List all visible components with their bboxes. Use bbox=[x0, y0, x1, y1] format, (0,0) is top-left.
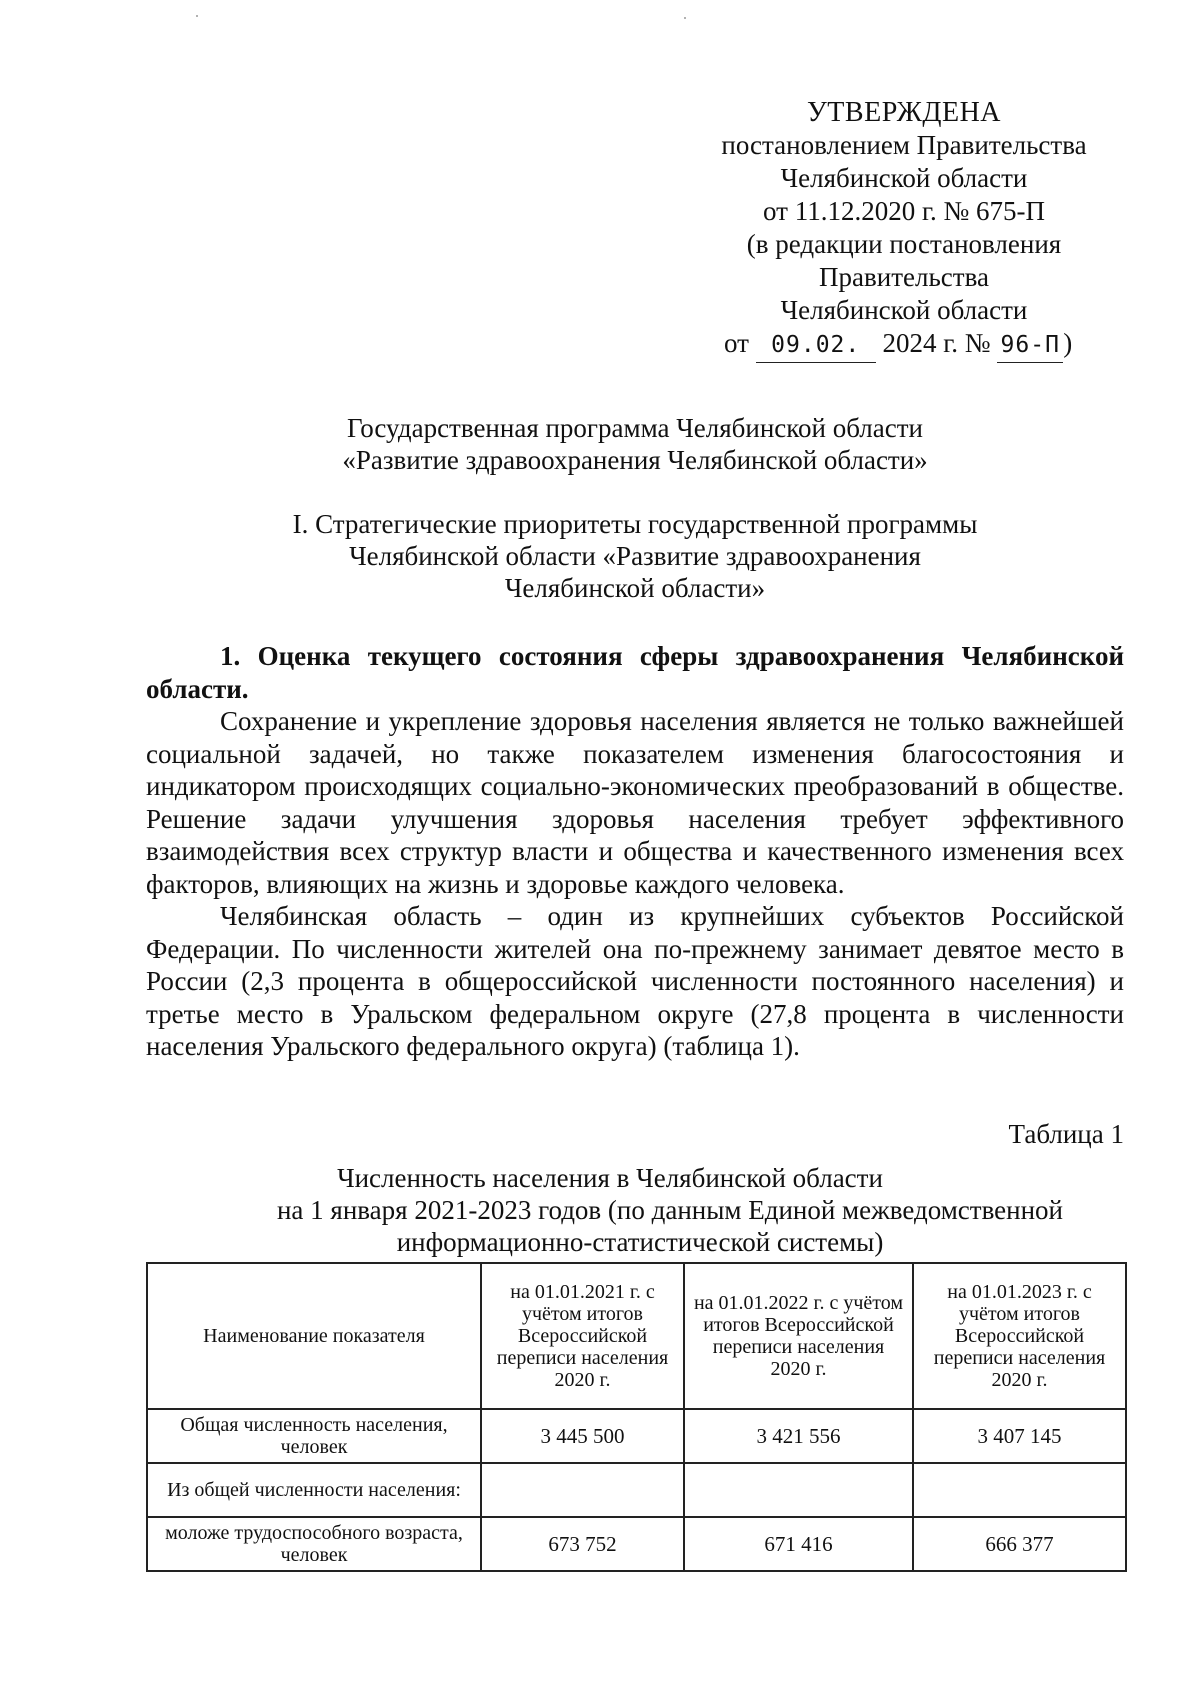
approval-line: (в редакции постановления bbox=[746, 229, 1062, 259]
subsection-heading: 1. Оценка текущего состояния сферы здравоохранения Челябинской области. bbox=[146, 641, 1124, 704]
approval-prefix: от bbox=[724, 328, 749, 358]
approval-title: УТВЕРЖДЕНА bbox=[806, 97, 1002, 128]
program-title-line: Государственная программа Челябинской области bbox=[347, 413, 923, 443]
approval-line: Челябинской области bbox=[780, 163, 1028, 193]
table-cell: 3 445 500 bbox=[481, 1409, 684, 1463]
population-table bbox=[146, 1262, 1127, 1572]
table-label: Таблица 1 bbox=[1008, 1119, 1124, 1149]
table-cell: Из общей численности населения: bbox=[147, 1463, 481, 1517]
body-paragraph: Челябинская область – один из крупнейших субъектов Российской Федерации. По численности жителей она по-прежнему занимает девятое место в России (2,3 процента в общероссийской численности постоянного населения) и третье место в Уральском федеральном округе (27,8 процента в численности населения Уральского федерального округа) (таблица 1). bbox=[146, 901, 1124, 1061]
table-caption-line: информационно-статистической системы) bbox=[396, 1227, 884, 1257]
table-header-cell: на 01.01.2021 г. с учётом итогов Всероссийской переписи населения 2020 г. bbox=[481, 1263, 684, 1409]
table-cell: 671 416 bbox=[684, 1517, 913, 1571]
document-body bbox=[146, 640, 1124, 1063]
approval-date-filled: 09.02. bbox=[756, 329, 876, 363]
approval-line: от 11.12.2020 г. № 675-П bbox=[763, 196, 1045, 226]
table-caption bbox=[146, 1162, 1124, 1258]
approval-stamp bbox=[704, 96, 1104, 363]
table-cell bbox=[481, 1463, 684, 1517]
body-paragraph: Сохранение и укрепление здоровья населения является не только важнейшей социальной задачей, но также показателем изменения благосостояния и индикатором происходящих социально-экономических преобразований в обществе. Решение задачи улучшения здоровья населения требует эффективного взаимодействия всех структур власти и общества и качественного изменения всех факторов, влияющих на жизнь и здоровье каждого человека. bbox=[146, 706, 1124, 899]
program-title-line: «Развитие здравоохранения Челябинской области» bbox=[342, 445, 928, 475]
approval-amendment-date-line bbox=[704, 327, 1104, 363]
section-title-line: Челябинской области» bbox=[504, 573, 766, 603]
approval-number-filled: 96-П bbox=[997, 329, 1063, 363]
approval-suffix: ) bbox=[1063, 328, 1073, 358]
table-cell: 666 377 bbox=[913, 1517, 1126, 1571]
table-header-cell: на 01.01.2023 г. с учётом итогов Всероссийской переписи населения 2020 г. bbox=[913, 1263, 1126, 1409]
table-cell: моложе трудоспособного возраста, человек bbox=[147, 1517, 481, 1571]
section-title-line: Челябинской области «Развитие здравоохранения bbox=[349, 541, 921, 571]
table-cell: 3 407 145 bbox=[913, 1409, 1126, 1463]
section-title bbox=[146, 508, 1124, 604]
approval-line: Правительства bbox=[819, 262, 989, 292]
table-header-row bbox=[147, 1263, 1126, 1409]
table-caption-line: Численность населения в Челябинской области bbox=[337, 1163, 883, 1193]
table-cell bbox=[913, 1463, 1126, 1517]
section-title-line: I. Стратегические приоритеты государственной программы bbox=[292, 509, 978, 539]
table-cell: Общая численность населения, человек bbox=[147, 1409, 481, 1463]
table-cell: 3 421 556 bbox=[684, 1409, 913, 1463]
table-row bbox=[147, 1517, 1126, 1571]
table-header-cell: на 01.01.2022 г. с учётом итогов Всероссийской переписи населения 2020 г. bbox=[684, 1263, 913, 1409]
table-cell: 673 752 bbox=[481, 1517, 684, 1571]
table-row bbox=[147, 1409, 1126, 1463]
approval-line: Челябинской области bbox=[780, 295, 1028, 325]
table-cell bbox=[684, 1463, 913, 1517]
program-title bbox=[146, 412, 1124, 476]
table-row bbox=[147, 1463, 1126, 1517]
table-header-cell: Наименование показателя bbox=[147, 1263, 481, 1409]
table-caption-line: на 1 января 2021-2023 годов (по данным Единой межведомственной bbox=[276, 1195, 1064, 1225]
approval-line: постановлением Правительства bbox=[721, 130, 1087, 160]
approval-year-text: 2024 г. № bbox=[882, 328, 991, 358]
